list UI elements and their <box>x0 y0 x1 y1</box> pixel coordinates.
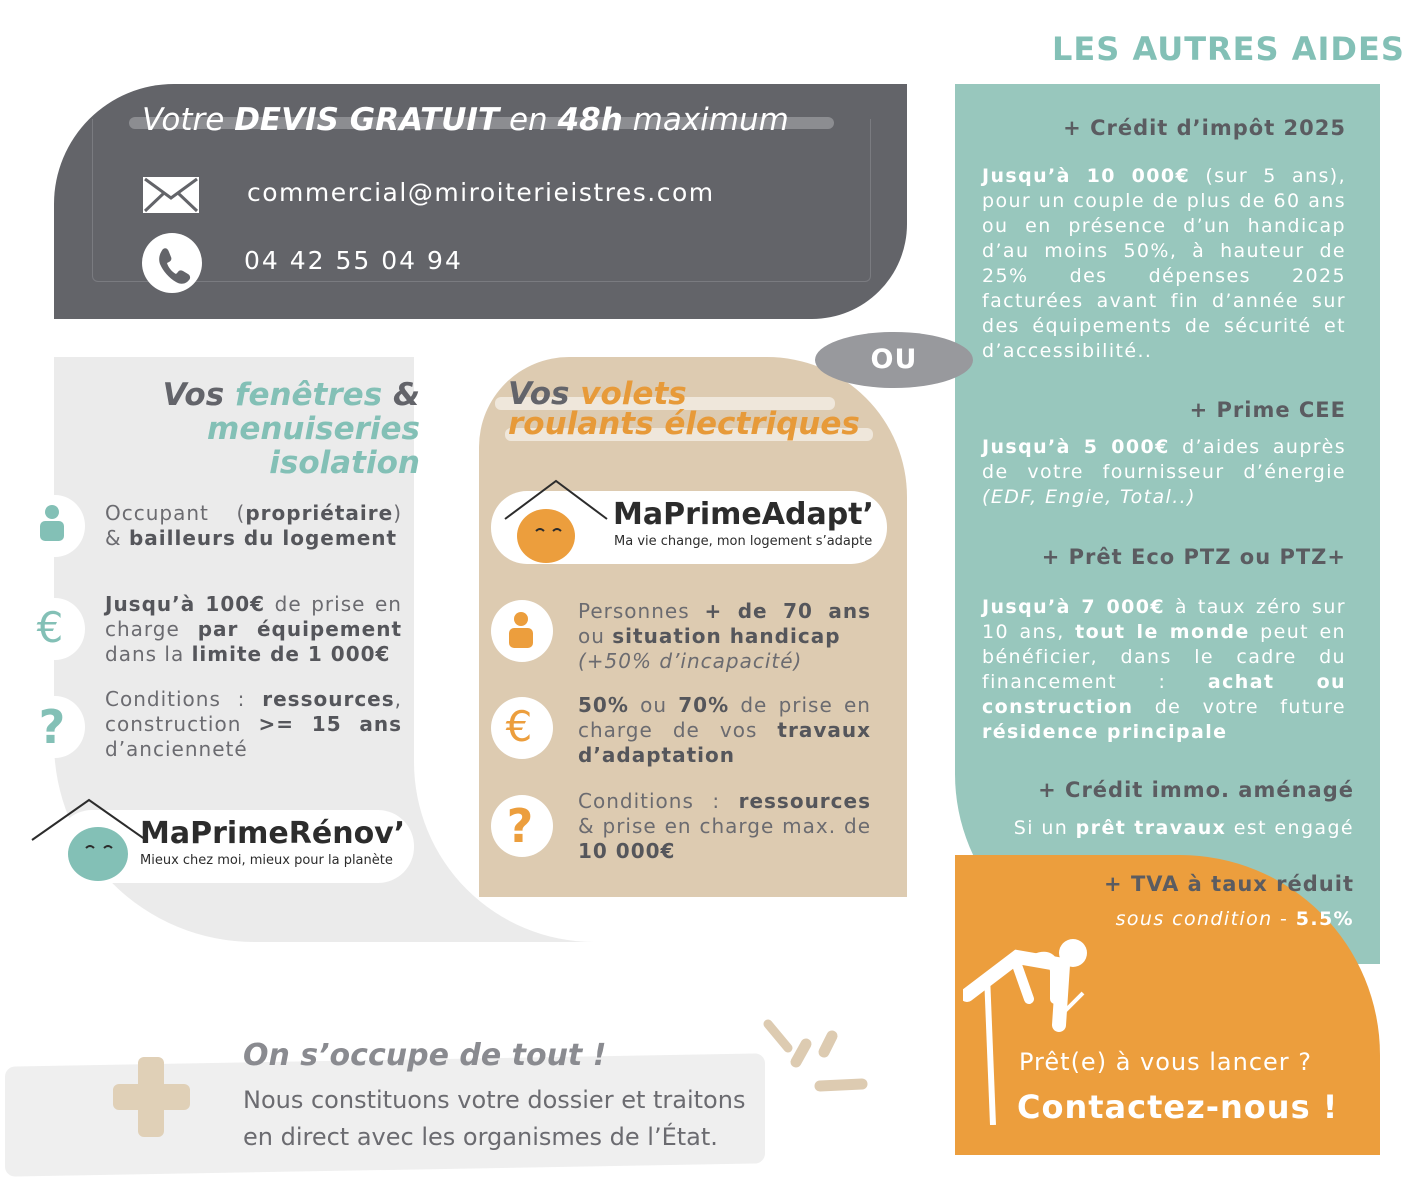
prime-cee-heading: + Prime CEE <box>1189 398 1346 422</box>
ou-badge: OU <box>815 332 973 388</box>
devis-title: Votre DEVIS GRATUIT en 48h maximum <box>142 102 789 138</box>
autres-aides-title: LES AUTRES AIDES <box>1052 30 1405 68</box>
windows-amount-text: Jusqu’à 100€ de prise en charge par équipement dans la limite de 1 000€ <box>105 592 403 666</box>
credit-impot-text: Jusqu’à 10 000€ (sur 5 ans), pour un couple de plus de 60 ans ou en présence d’un handicap d’au moins 50%, à hauteur de 25% des dépenses 2025 facturées avant fin d’année sur des équipements de sécurité et d’accessibilité.. <box>982 165 1347 362</box>
euro-icon: € <box>491 697 553 759</box>
bottom-title: On s’occupe de tout ! <box>243 1038 607 1073</box>
volets-amount-text: 50% ou 70% de prise en charge de vos travaux d’adaptation <box>578 693 871 767</box>
windows-title: Vos fenêtres & menuiseries isolation <box>162 377 420 481</box>
devis-card <box>54 84 907 319</box>
volets-conditions-text: Conditions : ressources & prise en charge max. de 10 000€ <box>578 789 871 863</box>
envelope-icon <box>142 176 200 214</box>
ptz-text: Jusqu’à 7 000€ à taux zéro sur 10 ans, tout le monde peut en bénéficier, dans le cadre du financement : achat ou construction de votre future résidence principale <box>982 596 1346 743</box>
credit-immo-text: Si un prêt travaux est engagé <box>1013 817 1354 839</box>
question-icon: ? <box>491 795 553 857</box>
person-icon <box>25 495 85 557</box>
volets-title: Vos volets roulants électriques <box>508 376 860 442</box>
plus-icon-bar <box>113 1084 190 1110</box>
question-icon: ? <box>25 696 85 758</box>
credit-immo-heading: + Crédit immo. aménagé <box>1038 778 1354 802</box>
windows-occupant-text: Occupant (propriétaire) & bailleurs du logement <box>105 501 402 550</box>
sparkle-icon <box>762 1018 872 1108</box>
email-link[interactable]: commercial@miroiterieistres.com <box>247 178 715 207</box>
house-teal-icon <box>26 796 154 886</box>
tva-heading: + TVA à taux réduit <box>1104 872 1354 896</box>
contact-subtitle: Prêt(e) à vous lancer ? <box>1019 1048 1313 1076</box>
tva-text: sous condition - 5.5% <box>1115 908 1354 930</box>
prime-cee-text: Jusqu’à 5 000€ d’aides auprès de votre fournisseur d’énergie (EDF, Engie, Total..) <box>982 436 1346 508</box>
volets-people-text: Personnes + de 70 ans ou situation handicap (+50% d’incapacité) <box>578 599 872 673</box>
person-icon <box>491 600 553 662</box>
contact-button[interactable]: Contactez-nous ! <box>1017 1088 1339 1126</box>
maprimeadapt-logo: MaPrimeAdapt’ Ma vie change, mon logement s’adapte <box>491 491 887 564</box>
house-orange-icon <box>501 479 621 569</box>
ptz-heading: + Prêt Eco PTZ ou PTZ+ <box>1041 545 1346 569</box>
windows-conditions-text: Conditions : ressources, construction >= 15 ans d’ancienneté <box>105 687 402 761</box>
bottom-text: Nous constituons votre dossier et traitons en direct avec les organismes de l’État. <box>243 1086 746 1151</box>
euro-icon: € <box>25 598 85 660</box>
maprimerenov-logo: MaPrimeRénov’ Mieux chez moi, mieux pour la planète <box>56 810 414 883</box>
phone-icon <box>142 233 202 293</box>
credit-impot-heading: + Crédit d’impôt 2025 <box>1063 116 1346 140</box>
phone-number[interactable]: 04 42 55 04 94 <box>244 246 463 275</box>
